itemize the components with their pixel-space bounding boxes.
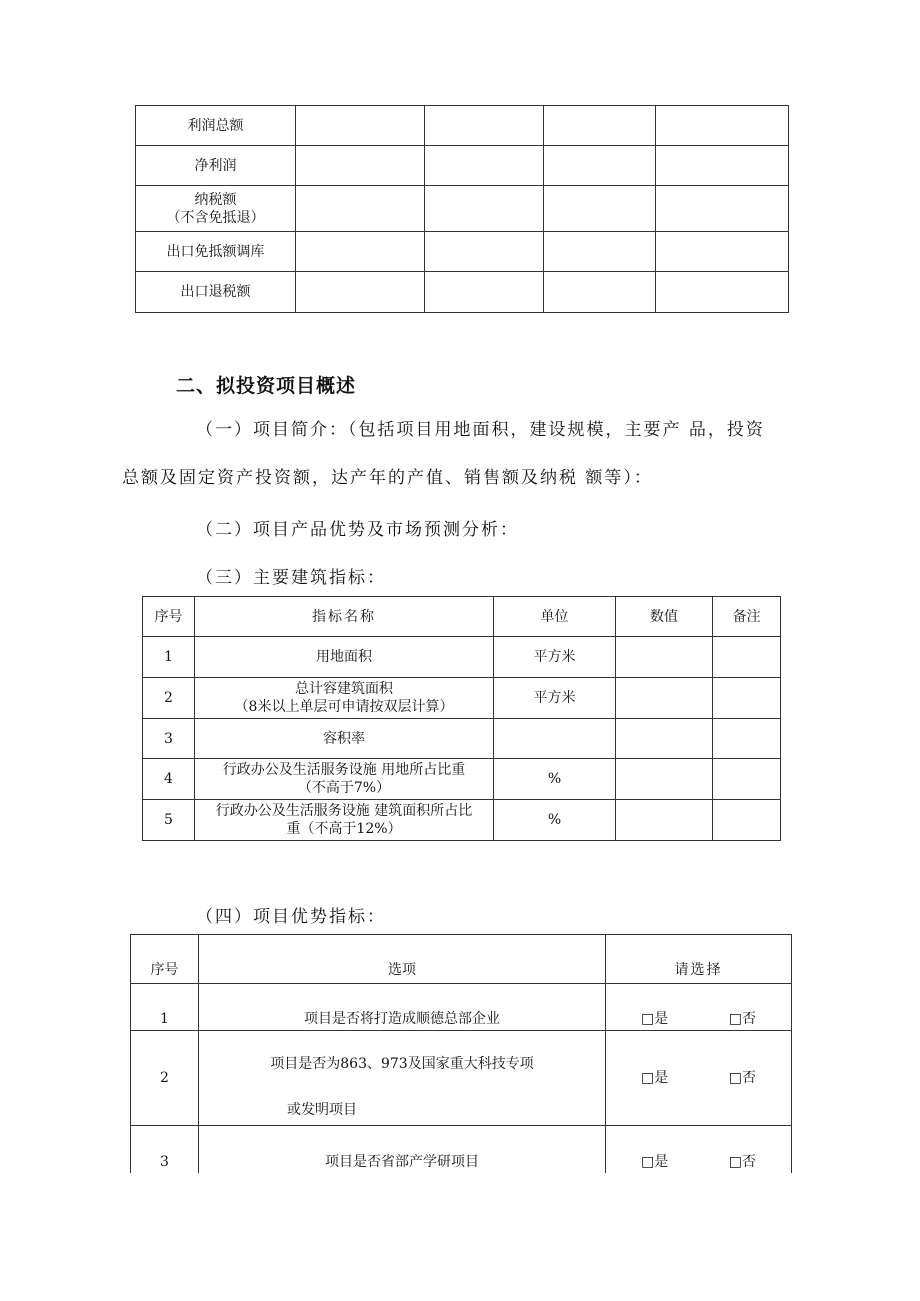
indicator-unit: % — [494, 759, 616, 800]
header-cell: 选项 — [199, 935, 606, 984]
intro-line-2: 总额及固定资产投资额，达产年的产值、销售额及纳税 额等）： — [122, 468, 653, 488]
row-label: 出口退税额 — [136, 272, 296, 313]
yes-checkbox[interactable]: □是 — [641, 1011, 669, 1027]
header-cell: 指标名称 — [195, 597, 494, 637]
intro-line-1: （一）项目简介：（包括项目用地面积，建设规模，主要产 品，投资 — [196, 420, 765, 440]
indicator-name: 容积率 — [195, 719, 494, 759]
no-checkbox[interactable]: □否 — [728, 1011, 756, 1027]
row-number: 3 — [131, 1126, 199, 1173]
row-number: 4 — [143, 759, 195, 800]
yes-checkbox[interactable]: □是 — [641, 1070, 669, 1086]
table-header-row — [143, 597, 781, 637]
table-row — [136, 146, 789, 186]
indicator-unit — [494, 719, 616, 759]
profit-table — [135, 105, 789, 313]
table-row — [136, 186, 789, 232]
section-title: 二、拟投资项目概述 — [176, 375, 357, 397]
table-row — [136, 232, 789, 272]
yes-checkbox[interactable]: □是 — [641, 1153, 669, 1170]
row-number: 2 — [143, 678, 195, 719]
table-row — [131, 984, 792, 1031]
option-text: 项目是否省部产学研项目 — [199, 1126, 606, 1173]
indicator-name: 行政办公及生活服务设施 用地所占比重 （不高于7%） — [195, 759, 494, 800]
no-checkbox[interactable]: □否 — [728, 1153, 756, 1170]
choice-cell — [606, 984, 792, 1031]
table-header-row — [131, 935, 792, 984]
row-number: 2 — [131, 1031, 199, 1126]
row-number: 5 — [143, 800, 195, 841]
header-cell: 备注 — [713, 597, 781, 637]
row-label: 净利润 — [136, 146, 296, 186]
table-row — [136, 272, 789, 313]
choice-cell — [606, 1126, 792, 1173]
option-text: 项目是否为863、973及国家重大科技专项 或发明项目 — [199, 1031, 606, 1126]
building-indicators-table — [142, 596, 781, 841]
no-checkbox[interactable]: □否 — [728, 1070, 756, 1086]
table-row — [136, 106, 789, 146]
row-number: 1 — [143, 637, 195, 678]
indicator-unit: 平方米 — [494, 637, 616, 678]
indicator-unit: % — [494, 800, 616, 841]
indicator-name: 行政办公及生活服务设施 建筑面积所占比 重（不高于12%） — [195, 800, 494, 841]
choice-cell — [606, 1031, 792, 1126]
product-analysis-heading: （二）项目产品优势及市场预测分析： — [196, 520, 519, 540]
table-row — [143, 678, 781, 719]
table-row — [143, 637, 781, 678]
row-label: 出口免抵额调库 — [136, 232, 296, 272]
indicator-name: 总计容建筑面积 （8米以上单层可申请按双层计算） — [195, 678, 494, 719]
table-row — [131, 1031, 792, 1126]
row-number: 3 — [143, 719, 195, 759]
row-label: 纳税额 （不含免抵退） — [136, 186, 296, 232]
table-row — [131, 1126, 792, 1173]
table-row — [143, 759, 781, 800]
header-cell: 数值 — [616, 597, 713, 637]
indicator-name: 用地面积 — [195, 637, 494, 678]
indicator-unit: 平方米 — [494, 678, 616, 719]
header-cell: 序号 — [131, 935, 199, 984]
row-number: 1 — [131, 984, 199, 1031]
table-row — [143, 800, 781, 841]
header-cell: 序号 — [143, 597, 195, 637]
row-label: 利润总额 — [136, 106, 296, 146]
table-row — [143, 719, 781, 759]
advantage-indicators-table — [130, 934, 792, 1173]
header-cell: 单位 — [494, 597, 616, 637]
header-cell: 请选择 — [606, 935, 792, 984]
advantage-indicators-heading: （四）项目优势指标： — [196, 907, 386, 927]
building-indicators-heading: （三）主要建筑指标： — [196, 568, 386, 588]
option-text: 项目是否将打造成顺德总部企业 — [199, 984, 606, 1031]
